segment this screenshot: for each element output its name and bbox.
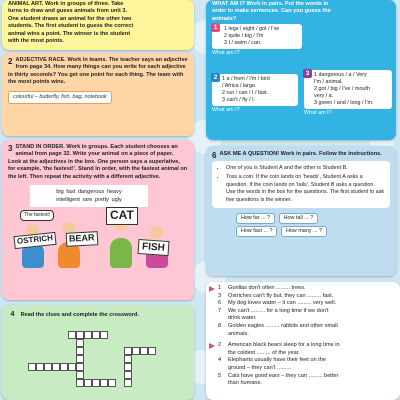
animal-sign: OSTRICH [13, 232, 56, 249]
act6-text: ASK ME A QUESTION! Work in pairs. Follow the instructions. [219, 151, 382, 157]
crossword-cell[interactable] [84, 379, 92, 387]
crossword-cell[interactable] [76, 379, 84, 387]
puzzle-line: I'm / animal. [314, 79, 343, 86]
crossword-cell[interactable] [100, 379, 108, 387]
question-word: How many ... ? [281, 226, 327, 237]
act4-text: Read the clues and complete the crossword. [20, 312, 139, 318]
crossword-cell[interactable] [76, 371, 84, 379]
activity-animal-art [2, 0, 194, 50]
students-illustration [14, 210, 179, 268]
instruction-item: • One of you is Student A and the other is Student B. [226, 165, 385, 173]
crossword-cell[interactable] [140, 347, 148, 355]
act5-line: order to make sentences. Can you guess the [212, 8, 331, 15]
puzzle-line: 2 run / can / I / fast. [222, 90, 269, 97]
across-clues [218, 285, 394, 338]
clue: animals. [228, 330, 249, 337]
down-clues [218, 342, 394, 388]
act1-line: One student draws an animal for the other two [8, 15, 132, 22]
adjective-row: big fast dangerous heavy [56, 188, 122, 195]
animal-sign: CAT [106, 207, 138, 225]
example-box: colourful – butterfly, fish, bag, notebook [8, 91, 112, 104]
instruction-item: • Toss a coin. If the coin lands on 'heads', Student A asks a question. If the coin lands on 'tails', Student B asks a question. Use the words in the box for the questions. The first student to ask five questions is the winner. [226, 174, 385, 204]
what-am-i-label: What am I? [304, 110, 332, 117]
crossword-cell[interactable] [148, 347, 156, 355]
down-arrow-icon [209, 343, 215, 349]
puzzle-line: 3 I / swim / can. [224, 40, 262, 47]
crossword-cell[interactable] [36, 363, 44, 371]
question-word: How far ... ? [236, 213, 275, 224]
crossword-cell[interactable] [124, 379, 132, 387]
clue: 4 Elephants usually have their feet on the [218, 357, 326, 364]
animal-sign: FISH [138, 239, 170, 256]
clue: than humans. [228, 380, 262, 387]
crossword-cell[interactable] [124, 363, 132, 371]
crossword-cell[interactable] [132, 347, 140, 355]
puzzle-2 [212, 74, 298, 114]
clue: 3 Ostriches can't fly but, they can ......... fast. [218, 292, 334, 299]
adjective-row: intelligent rare pretty ugly [56, 196, 122, 203]
clue: 1 Gorillas don't often ......... trees. [218, 285, 306, 291]
activity-adjective-race [2, 53, 194, 136]
act5-line: WHAT AM I? Work in pairs. Put the words in [212, 1, 329, 7]
what-am-i-label: What am I? [212, 107, 240, 114]
crossword-grid[interactable] [28, 323, 178, 397]
activity-stand-in-order [2, 140, 194, 300]
activity-number: 2 [8, 57, 13, 66]
puzzle-line: / Africa / large. [222, 83, 257, 90]
act1-line: animal wins a point. The winner is the student [8, 30, 131, 37]
clue: 8 Golden eagles ......... rabbits and other small [218, 322, 338, 329]
crossword-cell[interactable] [60, 363, 68, 371]
puzzle-line: very / a. [314, 93, 334, 100]
clue: 7 We can't ......... for a long time if we don't [218, 307, 329, 314]
crossword-cell[interactable] [100, 331, 108, 339]
what-am-i-label: What am I? [212, 50, 240, 57]
crossword-cell[interactable] [28, 363, 36, 371]
puzzle-line: 3 green / and / long / I'm. [314, 100, 374, 107]
act1-line: students. The first student to guess the correct [8, 23, 134, 30]
act1-text [8, 1, 188, 45]
crossword-cell[interactable] [68, 363, 76, 371]
animal-sign: BEAR [66, 231, 98, 247]
student [110, 238, 132, 268]
question-word: How fast ... ? [236, 226, 277, 237]
clue: the coldest ......... of the year. [228, 349, 300, 356]
crossword-cell[interactable] [108, 379, 116, 387]
puzzle-1 [212, 24, 302, 57]
crossword-cell[interactable] [76, 331, 84, 339]
clue: drink water. [228, 315, 257, 322]
crossword-clues [206, 282, 400, 400]
puzzle-number: 2 [211, 73, 220, 82]
puzzle-number: 1 [211, 23, 220, 32]
puzzle-box [212, 24, 302, 49]
activity-ask-me-a-question [206, 146, 396, 276]
crossword-cell[interactable] [52, 363, 60, 371]
puzzle-box [304, 70, 392, 109]
puzzle-line: 2 got / big / I've / mouth [314, 86, 370, 93]
crossword-cell[interactable] [84, 331, 92, 339]
act5-line: animals? [212, 15, 237, 22]
act3-text: STAND IN ORDER. Work in groups. Each student chooses an animal from page 32. Write your animal on a piece of paper. Look at the adjectives in the box. One person says a superlative, for example, 'the fastest!'. Stand in order, with the fastest animal on the left. Then repeat the activity with a different adjective. [8, 144, 188, 180]
puzzle-line: 2 quite / big / I'm [224, 33, 264, 40]
activity-number: 3 [8, 144, 13, 153]
speech-bubble: The fastest! [20, 210, 54, 221]
puzzle-line: 1 legs / eight / got / I've [224, 26, 280, 32]
crossword-cell[interactable] [76, 355, 84, 363]
puzzle-3 [304, 70, 392, 117]
crossword-cell[interactable] [124, 355, 132, 363]
clue: 2 American black bears sleep for a long time in [218, 342, 340, 349]
puzzle-line: 3 can't / fly / I. [222, 97, 256, 104]
crossword-cell[interactable] [124, 371, 132, 379]
clue: 5 Cats have good ears – they can ......... better [218, 372, 339, 379]
puzzle-line: 1 dangerous / a / Very [314, 72, 367, 78]
activity-number: 6 [212, 151, 217, 160]
activity-what-am-i [206, 0, 396, 140]
crossword-cell[interactable] [76, 363, 84, 371]
act1-line: with the most points. [8, 37, 64, 44]
puzzle-box [212, 74, 298, 106]
crossword-cell[interactable] [68, 331, 76, 339]
student-head [150, 226, 163, 239]
act5-text [212, 1, 390, 23]
adjective-box [30, 185, 148, 207]
clue: ground – they can't ......... [228, 364, 291, 371]
crossword-cell[interactable] [92, 331, 100, 339]
across-arrow-icon [209, 286, 215, 292]
act1-line: turns to draw and guess animals from unit 3. [8, 8, 128, 15]
act2-text: ADJECTIVE RACE. Work in teams. The teacher says an adjective from page 34. How many things can you write for each adjective in thirty seconds? You get one point for each thing. The team with the most points wins. [8, 57, 188, 86]
activity-crossword [2, 305, 194, 400]
crossword-cell[interactable] [76, 347, 84, 355]
question-words [236, 211, 390, 237]
clue: 6 My dog loves water – it can ......... very well. [218, 300, 337, 307]
instructions-box [212, 161, 390, 208]
puzzle-number: 3 [303, 69, 312, 78]
puzzle-line: 1 a / from / I'm / bird [222, 76, 270, 82]
question-word: How tall ... ? [279, 213, 319, 224]
crossword-cell[interactable] [76, 339, 84, 347]
crossword-cell[interactable] [44, 363, 52, 371]
crossword-cell[interactable] [124, 347, 132, 355]
crossword-cell[interactable] [92, 379, 100, 387]
activity-number: 4 [10, 311, 15, 318]
act1-line: ANIMAL ART. Work in groups of three. Take [8, 1, 124, 7]
